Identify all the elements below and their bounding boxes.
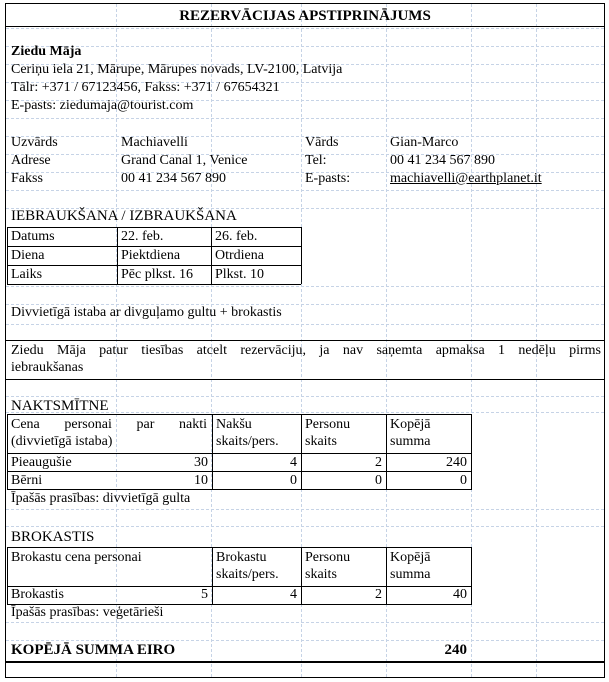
page-title: REZERVĀCIJAS APSTIPRINĀJUMS [179, 8, 431, 24]
checkin-day: Piektdiena [121, 248, 181, 263]
fax-label: Fakss [11, 171, 43, 186]
surname-value: Machiavelli [121, 135, 188, 150]
accommodation-heading: NAKTSMĪTNE [11, 398, 109, 414]
breakfast-count: 4 [290, 587, 297, 602]
total-header: Kopējā [390, 417, 431, 432]
children-nights: 0 [290, 473, 297, 488]
room-type: Divvietīgā istaba ar divguļamo gultu + brokastis [11, 305, 282, 320]
total-header-sub: summa [390, 434, 431, 449]
name-label: Vārds [305, 135, 339, 150]
children-persons: 0 [375, 473, 382, 488]
cancellation-line-1: Ziedu Māja patur tiesības atcelt rezervāciju, ja nav saņemta apmaksa 1 nedēļu pirms [11, 343, 601, 358]
adults-total: 240 [446, 455, 467, 470]
persons-header-sub: skaits [305, 434, 337, 449]
adults-persons: 2 [375, 455, 382, 470]
breakfast-persons-header: Personu [305, 550, 351, 565]
breakfast-persons: 2 [375, 587, 382, 602]
hotel-name: Ziedu Māja [11, 44, 82, 59]
day-label: Diena [11, 248, 45, 263]
tel-label: Tel: [305, 153, 327, 168]
children-price: 10 [194, 473, 208, 488]
price-per-night-header-sub: (divvietīgā istaba) [11, 434, 113, 449]
children-label: Bērni [11, 473, 43, 488]
checkin-date: 22. feb. [121, 229, 164, 244]
children-total: 0 [460, 473, 467, 488]
adults-nights: 4 [290, 455, 297, 470]
stay-heading: IEBRAUKŠANA / IZBRAUKŠANA [11, 208, 237, 224]
hotel-address: Ceriņu iela 21, Mārupe, Mārupes novads, LV-2100, Latvija [11, 62, 343, 77]
breakfast-heading: BROKASTIS [11, 529, 95, 545]
checkout-time: Plkst. 10 [215, 267, 265, 282]
hotel-email: E-pasts: ziedumaja@tourist.com [11, 98, 194, 113]
address-label: Adrese [11, 153, 51, 168]
tel-value: 00 41 234 567 890 [390, 153, 495, 168]
checkout-day: Otrdiena [215, 248, 264, 263]
address-value: Grand Canal 1, Venice [121, 153, 248, 168]
fax-value: 00 41 234 567 890 [121, 171, 226, 186]
breakfast-special-requests: Īpašās prasības: veģetārieši [11, 605, 164, 620]
email-link[interactable]: machiavelli@earthplanet.it [390, 171, 542, 186]
price-per-night-header: Cena personai par nakti [11, 417, 207, 432]
breakfast-count-header: Brokastu [216, 550, 267, 565]
hotel-phone-fax: Tālr: +371 / 67123456, Fakss: +371 / 67654321 [11, 80, 280, 95]
breakfast-price: 5 [201, 587, 208, 602]
time-label: Laiks [11, 267, 43, 282]
breakfast-count-header-sub: skaits/pers. [216, 567, 279, 582]
surname-label: Uzvārds [11, 135, 58, 150]
grand-total-label: KOPĒJĀ SUMMA EIRO [11, 642, 176, 658]
breakfast-total: 40 [453, 587, 467, 602]
checkin-time: Pēc plkst. 16 [121, 267, 193, 282]
grand-total-value: 240 [444, 642, 467, 658]
nights-header-sub: skaits/pers. [216, 434, 279, 449]
email-label: E-pasts: [305, 171, 351, 186]
breakfast-total-header: Kopējā [390, 550, 431, 565]
breakfast-persons-header-sub: skaits [305, 567, 337, 582]
breakfast-label: Brokastis [11, 587, 64, 602]
accommodation-special-requests: Īpašās prasības: divvietīgā gulta [11, 491, 191, 506]
persons-header: Personu [305, 417, 351, 432]
nights-header: Nakšu [216, 417, 252, 432]
breakfast-price-header: Brokastu cena personai [11, 550, 142, 565]
adults-label: Pieaugušie [11, 455, 72, 470]
name-value: Gian-Marco [390, 135, 459, 150]
checkout-date: 26. feb. [215, 229, 258, 244]
reservation-sheet [5, 3, 605, 678]
breakfast-total-header-sub: summa [390, 567, 431, 582]
adults-price: 30 [194, 455, 208, 470]
date-label: Datums [11, 229, 55, 244]
cancellation-line-2: iebraukšanas [11, 360, 84, 375]
